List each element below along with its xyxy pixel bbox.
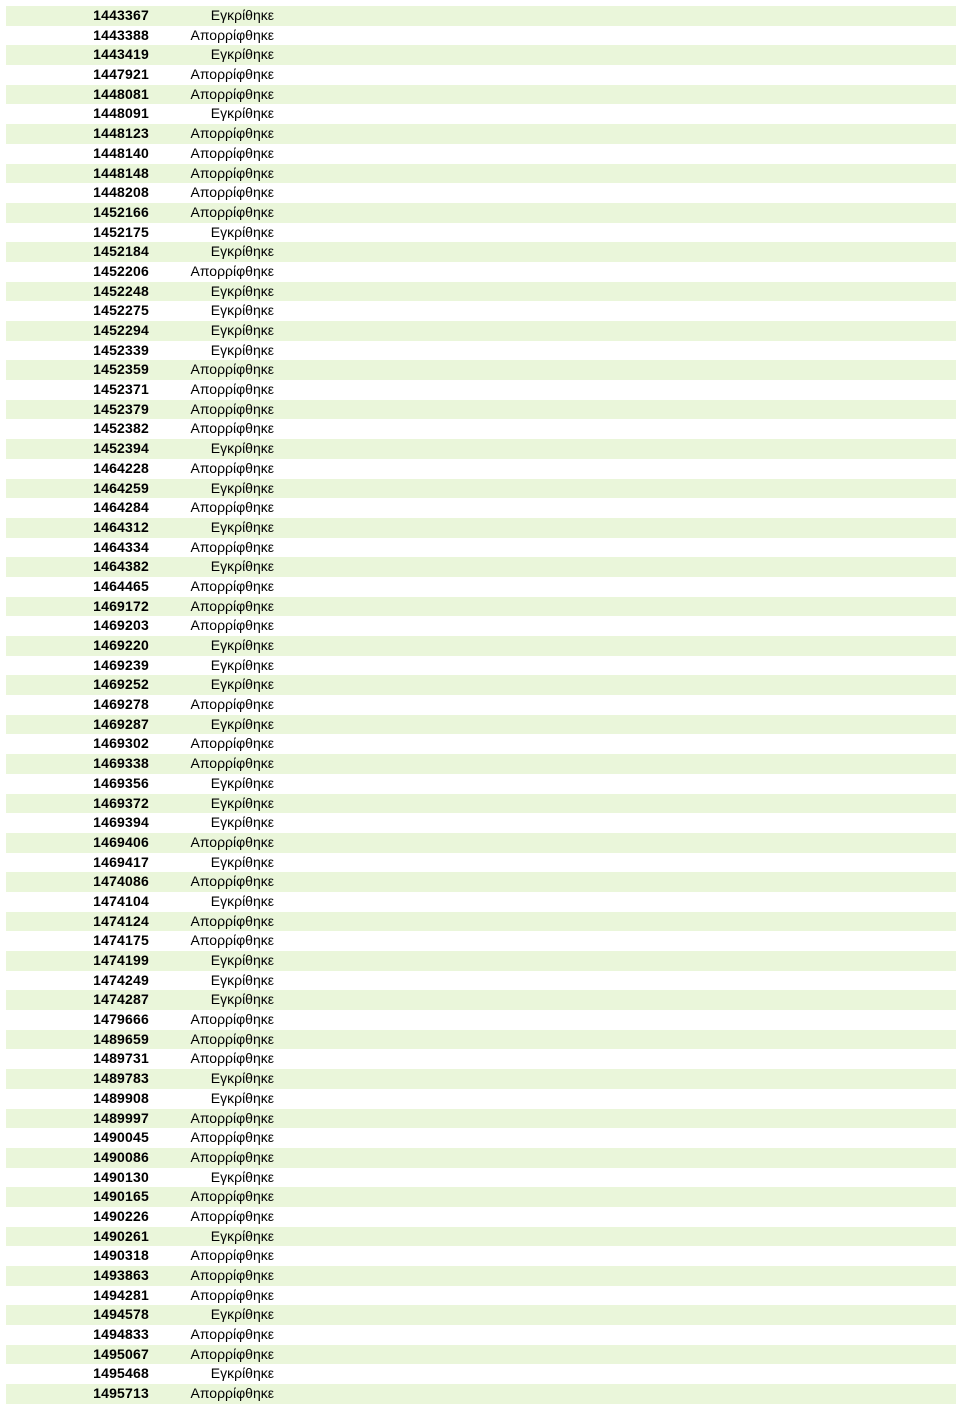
status-cell: Εγκρίθηκε xyxy=(210,991,274,1008)
status-cell: Απορρίφθηκε xyxy=(190,1188,274,1205)
table-row xyxy=(6,616,956,636)
application-id-cell: 1452248 xyxy=(93,282,149,299)
table-row xyxy=(6,971,956,991)
application-id-cell: 1464334 xyxy=(93,538,149,555)
status-cell: Εγκρίθηκε xyxy=(210,341,274,358)
status-cell: Εγκρίθηκε xyxy=(210,223,274,240)
application-id-cell: 1489659 xyxy=(93,1030,149,1047)
application-id-cell: 1489997 xyxy=(93,1109,149,1126)
application-id-cell: 1469203 xyxy=(93,617,149,634)
table-row xyxy=(6,321,956,341)
table-row xyxy=(6,1384,956,1404)
table-row xyxy=(6,1168,956,1188)
table-row xyxy=(6,164,956,184)
application-id-cell: 1464284 xyxy=(93,499,149,516)
table-row xyxy=(6,124,956,144)
table-row xyxy=(6,439,956,459)
table-row xyxy=(6,1109,956,1129)
table-row xyxy=(6,813,956,833)
application-id-cell: 1452339 xyxy=(93,341,149,358)
table-row xyxy=(6,203,956,223)
application-id-cell: 1474199 xyxy=(93,952,149,968)
table-row xyxy=(6,951,956,971)
table-row xyxy=(6,144,956,164)
application-id-cell: 1494833 xyxy=(93,1326,149,1343)
status-cell: Εγκρίθηκε xyxy=(210,853,274,870)
application-id-cell: 1490318 xyxy=(93,1247,149,1264)
table-row xyxy=(6,1089,956,1109)
status-cell: Εγκρίθηκε xyxy=(210,1089,274,1106)
status-cell: Εγκρίθηκε xyxy=(210,46,274,63)
status-cell: Απορρίφθηκε xyxy=(190,1286,274,1303)
application-id-cell: 1495713 xyxy=(93,1385,149,1402)
application-id-cell: 1448140 xyxy=(93,144,149,161)
status-cell: Εγκρίθηκε xyxy=(210,774,274,791)
application-id-cell: 1474287 xyxy=(93,991,149,1008)
table-row xyxy=(6,853,956,873)
application-id-cell: 1452294 xyxy=(93,322,149,338)
application-id-cell: 1474175 xyxy=(93,932,149,949)
table-row xyxy=(6,577,956,597)
application-id-cell: 1448091 xyxy=(93,105,149,122)
status-cell: Εγκρίθηκε xyxy=(210,322,274,338)
application-id-cell: 1469172 xyxy=(93,597,149,614)
table-row xyxy=(6,695,956,715)
application-id-cell: 1489908 xyxy=(93,1089,149,1106)
application-id-cell: 1474086 xyxy=(93,873,149,890)
application-id-cell: 1452166 xyxy=(93,203,149,220)
table-row xyxy=(6,45,956,65)
application-id-cell: 1490130 xyxy=(93,1168,149,1185)
table-row xyxy=(6,597,956,617)
application-id-cell: 1448081 xyxy=(93,85,149,102)
table-row xyxy=(6,1345,956,1365)
application-id-cell: 1443419 xyxy=(93,46,149,63)
table-row xyxy=(6,1030,956,1050)
status-cell: Απορρίφθηκε xyxy=(190,184,274,201)
status-cell: Εγκρίθηκε xyxy=(210,794,274,811)
application-id-cell: 1469394 xyxy=(93,814,149,831)
status-cell: Απορρίφθηκε xyxy=(190,66,274,83)
table-row xyxy=(6,380,956,400)
application-id-cell: 1490086 xyxy=(93,1148,149,1165)
table-row xyxy=(6,656,956,676)
status-cell: Εγκρίθηκε xyxy=(210,558,274,575)
status-cell: Απορρίφθηκε xyxy=(190,26,274,43)
table-row xyxy=(6,1010,956,1030)
application-id-cell: 1490261 xyxy=(93,1227,149,1244)
status-cell: Εγκρίθηκε xyxy=(210,676,274,693)
status-cell: Απορρίφθηκε xyxy=(190,1011,274,1028)
status-cell: Εγκρίθηκε xyxy=(210,282,274,299)
table-row xyxy=(6,518,956,538)
table-row xyxy=(6,754,956,774)
status-cell: Απορρίφθηκε xyxy=(190,538,274,555)
application-id-cell: 1443388 xyxy=(93,26,149,43)
application-id-cell: 1493863 xyxy=(93,1267,149,1283)
status-cell: Απορρίφθηκε xyxy=(190,381,274,398)
table-row xyxy=(6,892,956,912)
status-cell: Εγκρίθηκε xyxy=(210,656,274,673)
application-id-cell: 1464382 xyxy=(93,558,149,575)
status-cell: Εγκρίθηκε xyxy=(210,243,274,260)
status-cell: Εγκρίθηκε xyxy=(210,892,274,909)
status-cell: Εγκρίθηκε xyxy=(210,715,274,732)
status-cell: Απορρίφθηκε xyxy=(190,577,274,594)
table-row xyxy=(6,223,956,243)
table-row xyxy=(6,538,956,558)
status-cell: Απορρίφθηκε xyxy=(190,735,274,752)
application-id-cell: 1474104 xyxy=(93,892,149,909)
application-id-cell: 1443367 xyxy=(93,7,149,23)
status-cell: Απορρίφθηκε xyxy=(190,1267,274,1283)
status-cell: Απορρίφθηκε xyxy=(190,420,274,437)
status-cell: Απορρίφθηκε xyxy=(190,1385,274,1402)
table-row xyxy=(6,931,956,951)
status-cell: Απορρίφθηκε xyxy=(190,912,274,929)
application-id-cell: 1452206 xyxy=(93,262,149,279)
status-cell: Απορρίφθηκε xyxy=(190,873,274,890)
table-row xyxy=(6,262,956,282)
application-id-cell: 1494281 xyxy=(93,1286,149,1303)
table-row xyxy=(6,183,956,203)
table-row xyxy=(6,557,956,577)
table-row xyxy=(6,774,956,794)
application-id-cell: 1489783 xyxy=(93,1070,149,1087)
table-row xyxy=(6,1266,956,1286)
application-id-cell: 1452382 xyxy=(93,420,149,437)
table-row xyxy=(6,104,956,124)
application-id-cell: 1464259 xyxy=(93,479,149,496)
status-cell: Απορρίφθηκε xyxy=(190,1345,274,1362)
table-row xyxy=(6,400,956,420)
status-cell: Απορρίφθηκε xyxy=(190,203,274,220)
table-row xyxy=(6,1207,956,1227)
application-id-cell: 1489731 xyxy=(93,1050,149,1067)
status-cell: Εγκρίθηκε xyxy=(210,440,274,457)
table-row xyxy=(6,833,956,853)
status-cell: Απορρίφθηκε xyxy=(190,361,274,378)
status-cell: Εγκρίθηκε xyxy=(210,1168,274,1185)
status-cell: Απορρίφθηκε xyxy=(190,696,274,713)
application-id-cell: 1448148 xyxy=(93,164,149,181)
table-row xyxy=(6,419,956,439)
table-row xyxy=(6,675,956,695)
application-id-cell: 1474249 xyxy=(93,971,149,988)
status-cell: Εγκρίθηκε xyxy=(210,1365,274,1382)
table-row xyxy=(6,282,956,302)
status-cell: Εγκρίθηκε xyxy=(210,971,274,988)
application-id-cell: 1452184 xyxy=(93,243,149,260)
application-id-cell: 1469406 xyxy=(93,833,149,850)
table-row xyxy=(6,912,956,932)
status-cell: Απορρίφθηκε xyxy=(190,144,274,161)
status-cell: Απορρίφθηκε xyxy=(190,1326,274,1343)
table-row xyxy=(6,1286,956,1306)
application-id-cell: 1452275 xyxy=(93,302,149,319)
application-id-cell: 1452359 xyxy=(93,361,149,378)
status-cell: Εγκρίθηκε xyxy=(210,1227,274,1244)
status-cell: Απορρίφθηκε xyxy=(190,617,274,634)
status-cell: Απορρίφθηκε xyxy=(190,755,274,772)
status-cell: Απορρίφθηκε xyxy=(190,932,274,949)
table-row xyxy=(6,6,956,26)
application-id-cell: 1494578 xyxy=(93,1306,149,1323)
application-id-cell: 1469252 xyxy=(93,676,149,693)
status-cell: Εγκρίθηκε xyxy=(210,1070,274,1087)
application-id-cell: 1490045 xyxy=(93,1129,149,1146)
table-row xyxy=(6,1187,956,1207)
status-cell: Απορρίφθηκε xyxy=(190,499,274,516)
application-id-cell: 1490165 xyxy=(93,1188,149,1205)
table-row xyxy=(6,715,956,735)
status-cell: Απορρίφθηκε xyxy=(190,125,274,142)
table-row xyxy=(6,1325,956,1345)
table-row xyxy=(6,65,956,85)
status-cell: Απορρίφθηκε xyxy=(190,459,274,476)
application-id-cell: 1495468 xyxy=(93,1365,149,1382)
application-id-cell: 1469239 xyxy=(93,656,149,673)
status-cell: Απορρίφθηκε xyxy=(190,1148,274,1165)
table-row xyxy=(6,1069,956,1089)
status-cell: Απορρίφθηκε xyxy=(190,1247,274,1264)
status-cell: Απορρίφθηκε xyxy=(190,1109,274,1126)
table-row xyxy=(6,1227,956,1247)
status-cell: Απορρίφθηκε xyxy=(190,400,274,417)
table-row xyxy=(6,636,956,656)
status-cell: Εγκρίθηκε xyxy=(210,302,274,319)
status-cell: Εγκρίθηκε xyxy=(210,637,274,653)
application-id-cell: 1464465 xyxy=(93,577,149,594)
status-cell: Απορρίφθηκε xyxy=(190,262,274,279)
table-row xyxy=(6,734,956,754)
table-row xyxy=(6,1148,956,1168)
application-id-cell: 1464312 xyxy=(93,518,149,535)
status-cell: Εγκρίθηκε xyxy=(210,952,274,968)
application-id-cell: 1469356 xyxy=(93,774,149,791)
application-id-cell: 1452175 xyxy=(93,223,149,240)
status-cell: Απορρίφθηκε xyxy=(190,1207,274,1224)
table-row xyxy=(6,872,956,892)
table-row xyxy=(6,498,956,518)
application-id-cell: 1448123 xyxy=(93,125,149,142)
table-row xyxy=(6,990,956,1010)
status-cell: Εγκρίθηκε xyxy=(210,1306,274,1323)
application-id-cell: 1448208 xyxy=(93,184,149,201)
status-cell: Εγκρίθηκε xyxy=(210,7,274,23)
application-id-cell: 1452379 xyxy=(93,400,149,417)
application-id-cell: 1469220 xyxy=(93,637,149,653)
application-id-cell: 1490226 xyxy=(93,1207,149,1224)
table-row xyxy=(6,360,956,380)
table-row xyxy=(6,242,956,262)
application-id-cell: 1469287 xyxy=(93,715,149,732)
table-row xyxy=(6,1364,956,1384)
status-cell: Εγκρίθηκε xyxy=(210,518,274,535)
status-cell: Απορρίφθηκε xyxy=(190,833,274,850)
status-cell: Απορρίφθηκε xyxy=(190,1129,274,1146)
table-row xyxy=(6,479,956,499)
table-row xyxy=(6,1246,956,1266)
application-id-cell: 1452371 xyxy=(93,381,149,398)
table-row xyxy=(6,1128,956,1148)
table-row xyxy=(6,301,956,321)
status-cell: Απορρίφθηκε xyxy=(190,597,274,614)
table-row xyxy=(6,26,956,46)
status-cell: Εγκρίθηκε xyxy=(210,105,274,122)
table-row xyxy=(6,794,956,814)
application-id-cell: 1447921 xyxy=(93,66,149,83)
table-row xyxy=(6,341,956,361)
status-cell: Απορρίφθηκε xyxy=(190,85,274,102)
application-id-cell: 1469372 xyxy=(93,794,149,811)
status-cell: Απορρίφθηκε xyxy=(190,1030,274,1047)
application-id-cell: 1469302 xyxy=(93,735,149,752)
application-id-cell: 1469417 xyxy=(93,853,149,870)
application-id-cell: 1469338 xyxy=(93,755,149,772)
application-id-cell: 1495067 xyxy=(93,1345,149,1362)
application-id-cell: 1464228 xyxy=(93,459,149,476)
table-row xyxy=(6,459,956,479)
status-cell: Απορρίφθηκε xyxy=(190,1050,274,1067)
table-row xyxy=(6,1305,956,1325)
status-cell: Εγκρίθηκε xyxy=(210,479,274,496)
table-row xyxy=(6,1049,956,1069)
application-id-cell: 1452394 xyxy=(93,440,149,457)
application-id-cell: 1474124 xyxy=(93,912,149,929)
application-id-cell: 1469278 xyxy=(93,696,149,713)
status-cell: Απορρίφθηκε xyxy=(190,164,274,181)
status-cell: Εγκρίθηκε xyxy=(210,814,274,831)
table-row xyxy=(6,85,956,105)
application-id-cell: 1479666 xyxy=(93,1011,149,1028)
